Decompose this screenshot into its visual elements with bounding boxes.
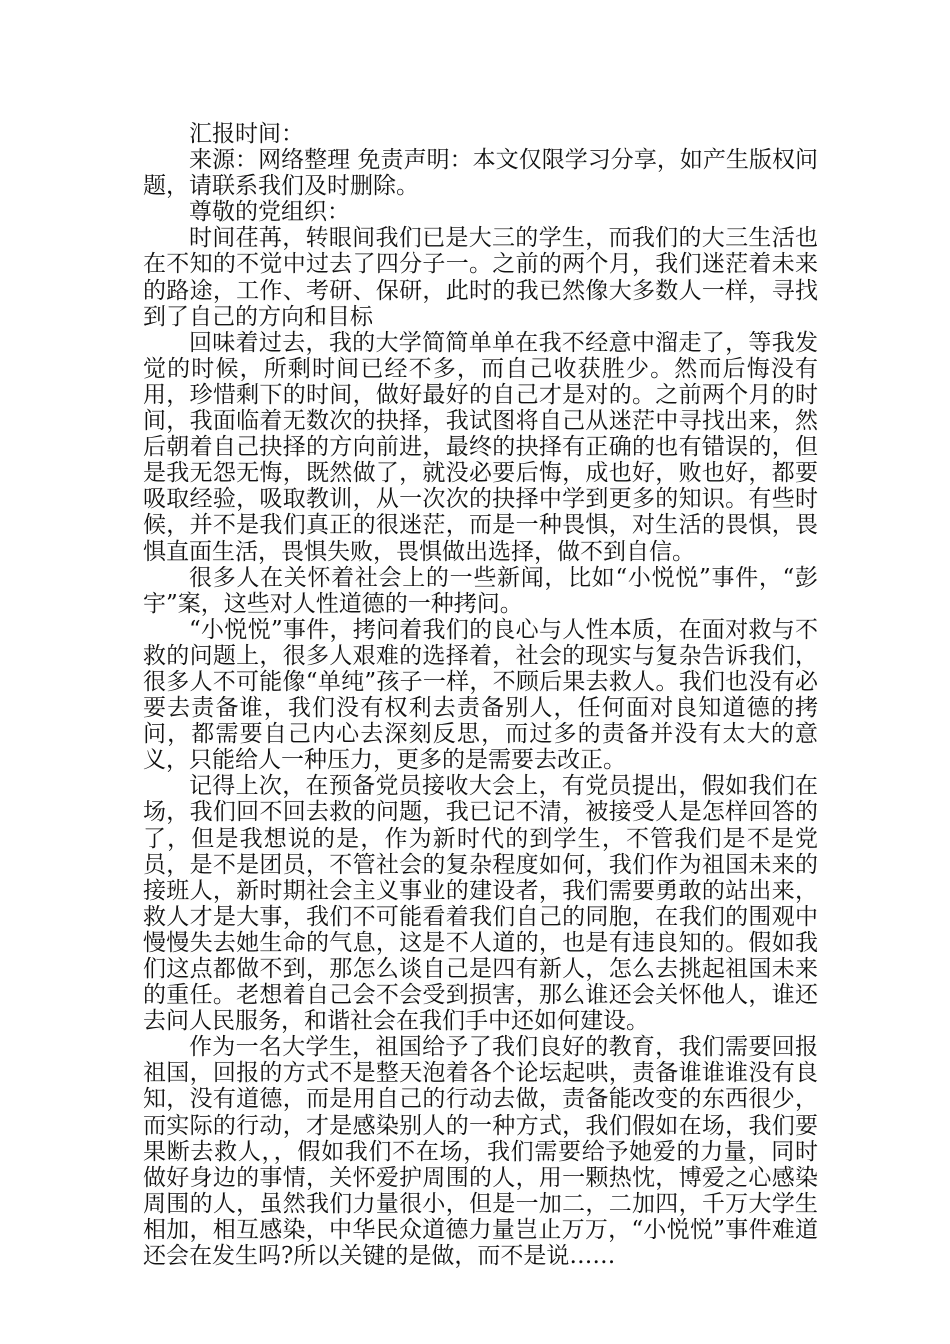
salutation: 尊敬的党组织： — [189, 199, 350, 226]
report-time-label: 汇报时间： — [189, 121, 304, 147]
body-paragraph-1: 时间荏苒，转眼间我们已是大三的学生，而我们的大三生活也在不知的不觉中过去了四分子一。之前的两个月，我们迷茫着未来的路途，工作、考研、保研，此时的我已然像大多数人一样，寻找到了自己的方向和目标 — [143, 225, 818, 330]
body-paragraph-4: “小悦悦”事件，拷问着我们的良心与人性本质，在面对救与不救的问题上，很多人艰难的选择着，社会的现实与复杂告诉我们，很多人不可能像“单纯”孩子一样，不顾后果去救人。我们也没有必要去责备谁，我们没有权利去责备别人，任何面对良知道德的拷问，都需要自己内心去深刻反思，而过多的责备并没有太大的意义，只能给人一种压力，更多的是需要去改正。 — [143, 616, 818, 774]
body-paragraph-3: 很多人在关怀着社会上的一些新闻，比如“小悦悦”事件，“彭宇”案，这些对人性道德的一种拷问。 — [143, 564, 818, 617]
source-disclaimer: 来源：网络整理 免责声明：本文仅限学习分享，如产生版权问题，请联系我们及时删除。 — [143, 147, 818, 200]
body-paragraph-5: 记得上次，在预备党员接收大会上，有党员提出，假如我们在场，我们回不回去救的问题，我已记不清，被接受人是怎样回答的了，但是我想说的是，作为新时代的到学生，不管我们是不是党员，是不是团员，不管社会的复杂程度如何，我们作为祖国未来的接班人，新时期社会主义事业的建设者，我们需要勇敢的站出来，救人才是大事，我们不可能看着我们自己的同胞，在我们的围观中慢慢失去她生命的气息，这是不人道的，也是有违良知的。假如我们这点都做不到，那怎么谈自己是四有新人，怎么去挑起祖国未来的重任。老想着自己会不会受到损害，那么谁还会关怀他人，谁还去问人民服务，和谐社会在我们手中还如何建设。 — [143, 773, 818, 1035]
document-body — [143, 121, 818, 1269]
body-paragraph-6: 作为一名大学生，祖国给予了我们良好的教育，我们需要回报祖国，回报的方式不是整天泡着各个论坛起哄，责备谁谁谁没有良知，没有道德，而是用自己的行动去做，责备能改变的东西很少，而实际的行动，才是感染别人的一种方式，我们假如在场，我们要果断去救人，，假如我们不在场，我们需要给予她爱的力量，同时做好身边的事情，关怀爱护周围的人，用一颗热忱，博爱之心感染周围的人，虽然我们力量很小，但是一加二，二加四，千万大学生相加，相互感染，中华民众道德力量岂止万万，“小悦悦”事件难道还会在发生吗?所以关键的是做，而不是说…… — [143, 1034, 818, 1270]
body-paragraph-2: 回味着过去，我的大学简简单单在我不经意中溜走了，等我发觉的时候，所剩时间已经不多，而自己收获胜少。然而后悔没有用，珍惜剩下的时间，做好最好的自己才是对的。之前两个月的时间，我面临着无数次的抉择，我试图将自己从迷茫中寻找出来，然后朝着自己抉择的方向前进，最终的抉择有正确的也有错误的，但是我无怨无悔，既然做了，就没必要后悔，成也好，败也好，都要吸取经验，吸取教训，从一次次的抉择中学到更多的知识。有些时候，并不是我们真正的很迷茫，而是一种畏惧，对生活的畏惧，畏惧直面生活，畏惧失败，畏惧做出选择，做不到自信。 — [143, 329, 818, 565]
